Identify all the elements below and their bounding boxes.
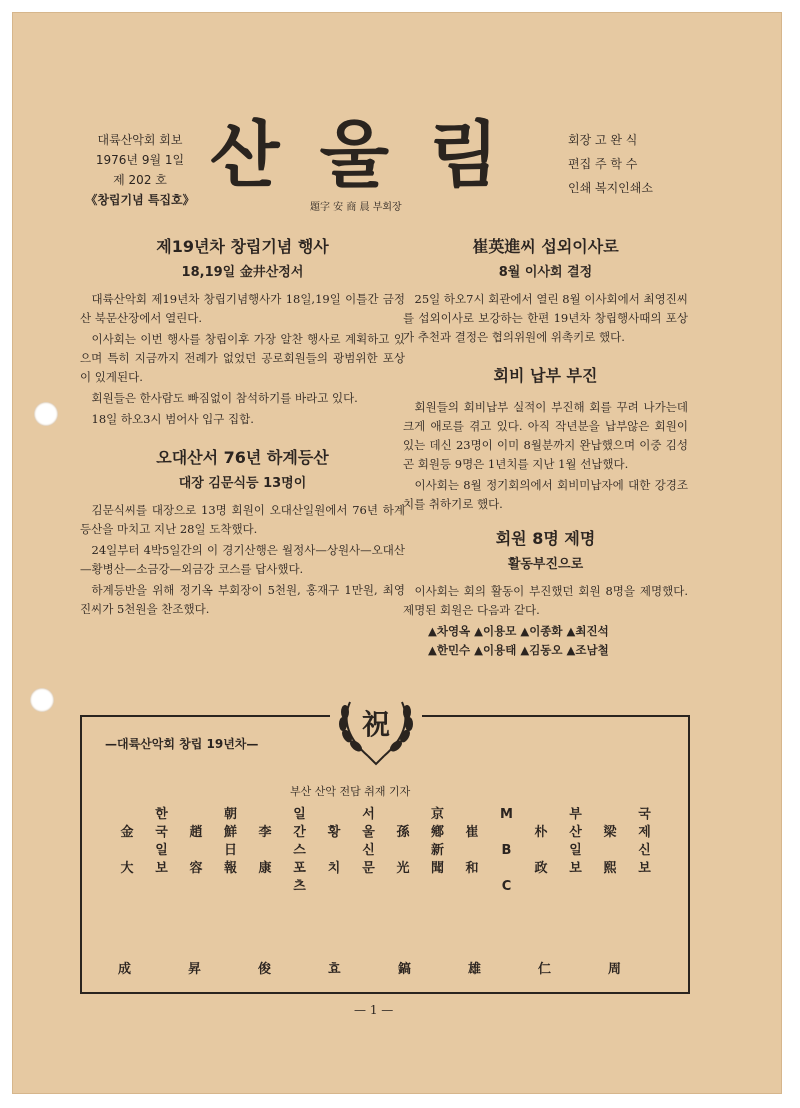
sponsor-char: C <box>501 879 512 894</box>
sponsor-column <box>427 806 449 878</box>
article-headline: 회원 8명 제명 <box>495 529 596 548</box>
sponsor-column <box>116 806 138 878</box>
article-headline: 회비 납부 부진 <box>493 366 598 385</box>
article-paragraph: 24일부터 4박5일간의 이 경기산행은 월정사—상원사—오대산—황병산—소금강—외금강 코스를 답사했다. <box>80 543 405 576</box>
sponsor-column <box>289 806 311 896</box>
sponsor-name-char: 昇 <box>188 962 202 977</box>
sponsor-column <box>565 806 587 878</box>
sponsor-char: 鄕 <box>430 825 444 840</box>
sponsor-column <box>634 806 656 878</box>
punch-hole-top <box>34 402 58 426</box>
sponsor-char: 신 <box>362 843 375 858</box>
sponsor-char: 金 <box>120 825 134 840</box>
sponsor-char: 신 <box>638 843 651 858</box>
sponsor-char <box>254 806 276 824</box>
sponsor-char: 일 <box>155 843 168 858</box>
sponsor-char: 치 <box>327 861 341 876</box>
congratulations-character: 祝 <box>361 708 391 741</box>
sponsor-char <box>461 806 483 824</box>
article-paragraph: 하계등반을 위해 정기옥 부회장이 5천원, 홍재구 1만원, 최영진씨가 5천원을 찬조했다. <box>80 583 405 616</box>
sponsor-char: B <box>501 843 512 858</box>
congrats-title: —대륙산악회 창립 19년차— <box>105 737 259 751</box>
staff-box <box>568 128 653 200</box>
issue-line: 제 202 호 <box>113 173 167 187</box>
staff-line: 인쇄 복지인쇄소 <box>568 181 653 195</box>
sponsor-char: 熙 <box>603 861 617 876</box>
sponsor-char: 梁 <box>603 825 617 840</box>
sponsor-char <box>116 842 138 860</box>
sponsor-char: M <box>500 807 513 822</box>
sponsor-char: 京 <box>430 807 444 822</box>
sponsor-char: 일 <box>569 843 582 858</box>
publisher-line: 대륙산악회 회보 <box>97 133 183 147</box>
sponsor-char: 산 <box>569 825 582 840</box>
page-number: — 1 — <box>354 1003 394 1017</box>
date-line: 1976년 9월 1일 <box>95 153 185 167</box>
sponsor-char: 日 <box>223 843 237 858</box>
sponsor-char: 보 <box>638 861 651 876</box>
left-column <box>80 234 405 621</box>
newsletter-title: 산울림 <box>210 113 539 197</box>
congrats-subtitle: 부산 산악 전담 취재 기자 <box>290 785 411 798</box>
sponsor-char: 서 <box>362 807 375 822</box>
sponsor-name-char: 周 <box>608 962 622 977</box>
sponsor-char: 李 <box>258 825 272 840</box>
sponsor-char <box>599 806 621 824</box>
staff-line: 편집 주 학 수 <box>568 157 638 171</box>
wreath <box>330 690 422 770</box>
article-paragraph: 회원들의 회비납부 실적이 부진해 회를 꾸려 나가는데 크게 애로를 겪고 있다. 아직 작년분을 납부않은 회원이 있는 데신 23명이 이미 8월분까지 완납했으며 이중 김성곤 회원등 9명은 1년치를 지난 1월 선납했다. <box>403 400 688 471</box>
sponsor-char <box>116 806 138 824</box>
sponsor-char: 스 <box>293 843 306 858</box>
article-paragraph: 회원들은 한사람도 빠짐없이 참석하기를 바라고 있다. <box>91 391 358 405</box>
punch-hole-bottom <box>30 688 54 712</box>
article-headline: 崔英進씨 섭외이사로 <box>472 237 619 256</box>
sponsor-char: 황 <box>327 825 341 840</box>
sponsor-name-char: 俊 <box>258 962 272 977</box>
sponsor-name-char: 成 <box>118 962 132 977</box>
article-paragraph: 25일 하오7시 회관에서 열린 8월 이사회에서 최영진씨를 섭외이사로 보강하는 한편 19년차 창립행사때의 포상가 추천과 결정은 협의위원에 위촉키로 했다. <box>403 292 688 344</box>
sponsor-char: 부 <box>569 807 582 822</box>
sponsor-char: 츠 <box>293 879 306 894</box>
special-issue-line: 《창립기념 특집호》 <box>85 193 195 207</box>
sponsor-column <box>151 806 173 878</box>
article-paragraph: 이사회는 회의 활동이 부진했던 회원 8명을 제명했다. 제명된 회원은 다음과 같다. <box>403 584 688 617</box>
article-headline: 오대산서 76년 하계등산 <box>156 448 329 467</box>
sponsor-name-char: 雄 <box>468 962 482 977</box>
sponsor-char <box>496 824 518 842</box>
sponsor-char: 朴 <box>534 825 548 840</box>
sponsor-char <box>323 806 345 824</box>
sponsor-char: 大 <box>120 861 134 876</box>
sponsor-column <box>599 806 621 878</box>
article-subhead: 18,19일 金井산정서 <box>181 265 304 280</box>
article-paragraph: 대륙산악회 제19년차 창립기념행사가 18일,19일 이틀간 금정산 북문산장에서 열린다. <box>80 292 405 325</box>
sponsor-char: 鮮 <box>223 825 237 840</box>
sponsor-char <box>323 842 345 860</box>
sponsor-char: 문 <box>362 861 375 876</box>
sponsor-char <box>254 842 276 860</box>
sponsor-column <box>323 806 345 878</box>
sponsor-char: 聞 <box>430 861 444 876</box>
expelled-members: ▲한민수 ▲이용태 ▲김동오 ▲조남철 <box>428 643 609 657</box>
sponsor-char: 報 <box>223 861 237 876</box>
laurel-wreath-icon <box>330 690 422 770</box>
sponsor-char: 趙 <box>189 825 203 840</box>
sponsor-char <box>599 842 621 860</box>
expelled-members: ▲차영옥 ▲이용모 ▲이종화 ▲최진석 <box>428 624 609 638</box>
sponsor-column <box>358 806 380 878</box>
sponsor-char: 崔 <box>465 825 479 840</box>
sponsor-char <box>496 860 518 878</box>
sponsor-char <box>185 806 207 824</box>
staff-line: 회장 고 완 식 <box>568 133 638 147</box>
sponsor-char <box>530 842 552 860</box>
article-headline: 제19년차 창립기념 행사 <box>156 237 329 256</box>
title-credit: 題字 安 商 晨 부회장 <box>310 202 402 213</box>
article-paragraph: 김문식씨를 대장으로 13명 회원이 오대산일원에서 76년 하계등산을 마치고 지난 28일 도착했다. <box>80 503 405 536</box>
sponsor-char: 朝 <box>223 807 237 822</box>
sponsor-char: 국 <box>638 807 651 822</box>
sponsor-char <box>461 842 483 860</box>
article-paragraph: 이사회는 8월 정기회의에서 회비미납자에 대한 강경조치를 취하기로 했다. <box>403 478 688 511</box>
sponsor-char: 제 <box>638 825 651 840</box>
sponsor-column <box>496 806 518 896</box>
sponsor-char: 보 <box>155 861 168 876</box>
sponsor-name-char: 鎬 <box>398 962 412 977</box>
article-paragraph: 18일 하오3시 범어사 입구 집합. <box>91 412 254 426</box>
sponsor-char: 新 <box>430 843 444 858</box>
sponsor-char <box>392 806 414 824</box>
sponsor-name-char: 仁 <box>538 962 552 977</box>
sponsor-char: 한 <box>155 807 168 822</box>
sponsor-char: 和 <box>465 861 479 876</box>
article-subhead: 대장 김문식등 13명이 <box>178 476 307 491</box>
sponsor-char <box>530 806 552 824</box>
article-subhead: 활동부진으로 <box>507 557 584 572</box>
sponsor-name-char: 효 <box>328 962 341 977</box>
sponsor-char: 光 <box>396 861 410 876</box>
sponsor-char <box>392 842 414 860</box>
sponsor-char: 孫 <box>396 825 410 840</box>
sponsor-char: 국 <box>155 825 168 840</box>
sponsor-char: 울 <box>362 825 375 840</box>
sponsor-column <box>530 806 552 878</box>
right-column <box>403 234 688 660</box>
sponsor-column <box>392 806 414 878</box>
sponsor-column <box>461 806 483 878</box>
sponsor-char: 容 <box>189 861 203 876</box>
article-paragraph: 이사회는 이번 행사를 창립이후 가장 알찬 행사로 계획하고 있으며 특히 지금까지 전례가 없었던 공로회원들의 광범위한 포상이 있게된다. <box>80 332 405 384</box>
masthead-info <box>80 130 200 210</box>
sponsor-char: 보 <box>569 861 582 876</box>
sponsor-char: 政 <box>534 861 548 876</box>
sponsor-char: 일 <box>293 807 306 822</box>
sponsor-char: 포 <box>293 861 306 876</box>
sponsor-column <box>254 806 276 878</box>
article-subhead: 8월 이사회 결정 <box>498 265 593 280</box>
sponsor-column <box>220 806 242 878</box>
sponsor-char: 康 <box>258 861 272 876</box>
sponsor-char <box>185 842 207 860</box>
sponsor-column <box>185 806 207 878</box>
sponsor-char: 간 <box>293 825 306 840</box>
